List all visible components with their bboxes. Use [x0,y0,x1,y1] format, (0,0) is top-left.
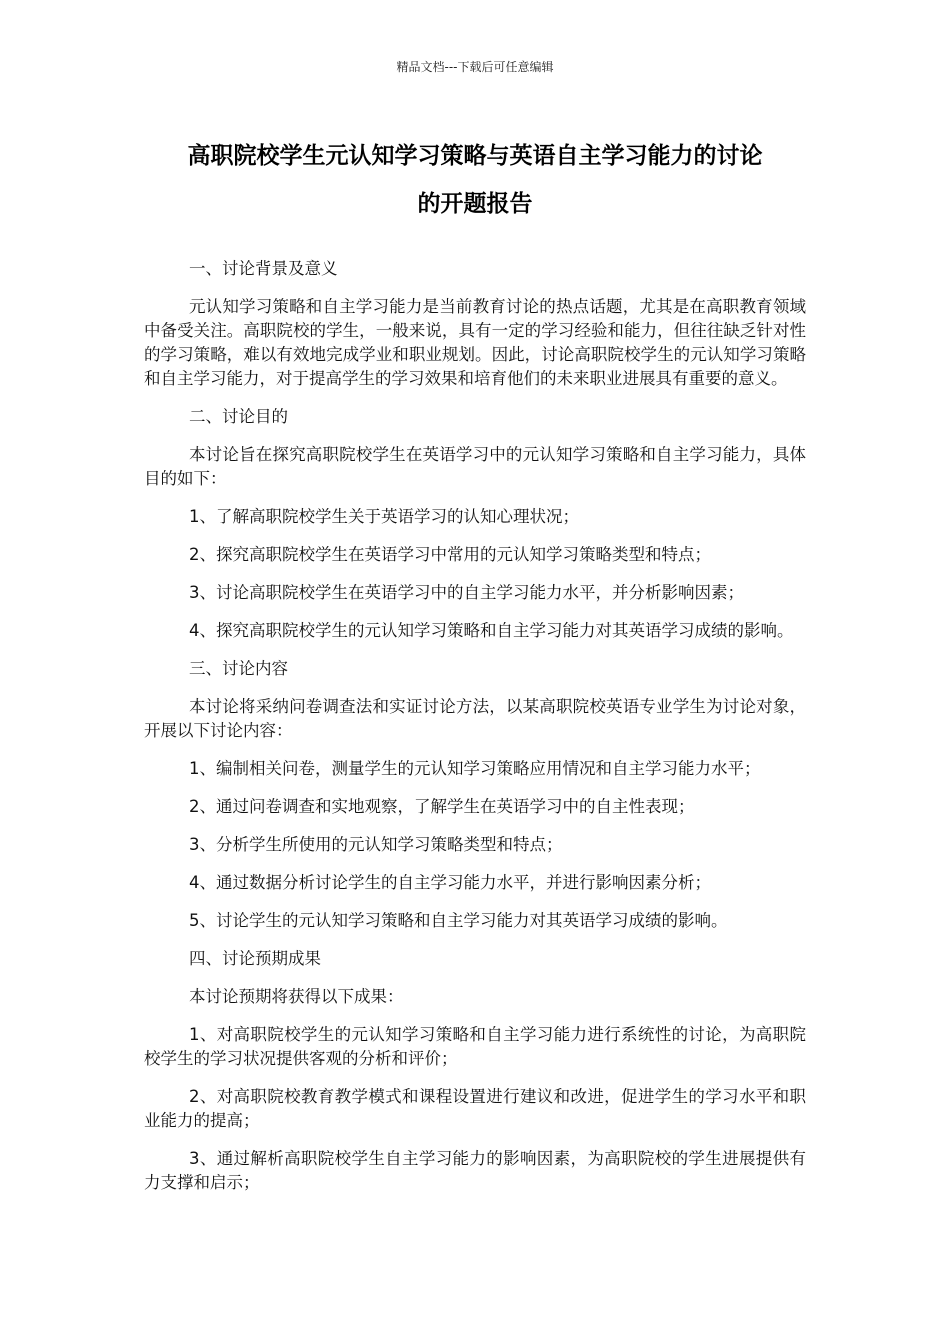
section-heading: 三、讨论内容 [189,659,288,678]
list-item: 3、讨论高职院校学生在英语学习中的自主学习能力水平，并分析影响因素； [189,583,744,602]
document-title [140,132,810,228]
section-heading: 四、讨论预期成果 [189,949,321,968]
list-item: 1、对高职院校学生的元认知学习策略和自主学习能力进行系统性的讨论，为高职院校学生的学习状况提供客观的分析和评价； [144,1025,806,1068]
paragraph: 元认知学习策略和自主学习能力是当前教育讨论的热点话题，尤其是在高职教育领域中备受关注。高职院校的学生，一般来说，具有一定的学习经验和能力，但往往缺乏针对性的学习策略，难以有效地完成学业和职业规划。因此，讨论高职院校学生的元认知学习策略和自主学习能力，对于提高学生的学习效果和培育他们的未来职业进展具有重要的意义。 [144,297,806,388]
paragraph: 本讨论预期将获得以下成果： [189,987,404,1006]
list-item: 2、对高职院校教育教学模式和课程设置进行建议和改进，促进学生的学习水平和职业能力的提高； [144,1087,806,1130]
list-item: 4、探究高职院校学生的元认知学习策略和自主学习能力对其英语学习成绩的影响。 [189,621,794,640]
list-item: 4、通过数据分析讨论学生的自主学习能力水平，并进行影响因素分析； [189,873,711,892]
paragraph: 本讨论旨在探究高职院校学生在英语学习中的元认知学习策略和自主学习能力，具体目的如下： [144,445,806,488]
section-heading: 二、讨论目的 [189,407,288,426]
list-item: 1、了解高职院校学生关于英语学习的认知心理状况； [189,507,579,526]
section-heading: 一、讨论背景及意义 [189,259,338,278]
paragraph: 本讨论将采纳问卷调查法和实证讨论方法，以某高职院校英语专业学生为讨论对象，开展以下讨论内容： [144,697,806,740]
list-item: 1、编制相关问卷，测量学生的元认知学习策略应用情况和自主学习能力水平； [189,759,761,778]
list-item: 3、通过解析高职院校学生自主学习能力的影响因素，为高职院校的学生进展提供有力支撑和启示； [144,1149,806,1192]
page-header: 精品文档---下载后可任意编辑 [396,60,554,74]
title-line-1: 高职院校学生元认知学习策略与英语自主学习能力的讨论 [187,143,763,169]
title-line-2: 的开题报告 [417,191,533,217]
list-item: 3、分析学生所使用的元认知学习策略类型和特点； [189,835,563,854]
document-body [144,257,806,1209]
list-item: 2、探究高职院校学生在英语学习中常用的元认知学习策略类型和特点； [189,545,711,564]
list-item: 2、通过问卷调查和实地观察，了解学生在英语学习中的自主性表现； [189,797,695,816]
list-item: 5、讨论学生的元认知学习策略和自主学习能力对其英语学习成绩的影响。 [189,911,728,930]
